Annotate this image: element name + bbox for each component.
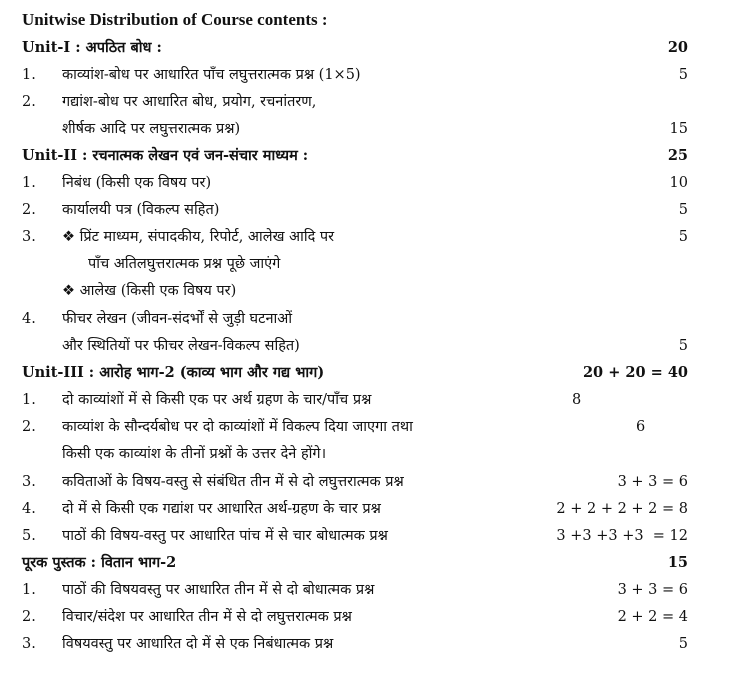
unit-2-item-4-number: 4. — [22, 311, 36, 327]
unit-3-item-1-text: दो काव्यांशों में से किसी एक पर अर्थ ग्रहण के चार/पाँच प्रश्न — [62, 392, 372, 408]
unit-3-item-4-text: दो में से किसी एक गद्यांश पर आधारित अर्थ-ग्रहण के चार प्रश्न — [62, 501, 381, 517]
unit-2-item-1-number: 1. — [22, 175, 36, 191]
unit-2-item-3-sub-bullet: ❖ आलेख (किसी एक विषय पर) — [62, 283, 237, 299]
unit-3-heading: Unit-III : आरोह भाग-2 (काव्य भाग और गद्य भाग) — [22, 364, 325, 381]
unit-2-item-3-marks: 5 — [678, 229, 688, 245]
unit-3-item-3-text: कविताओं के विषय-वस्तु से संबंधित तीन में से दो लघुत्तरात्मक प्रश्न — [62, 474, 404, 490]
unit-3-item-5-text: पाठों की विषय-वस्तु पर आधारित पांच में से चार बोधात्मक प्रश्न — [62, 528, 388, 544]
unit-1-heading: Unit-I : अपठित बोध : — [22, 39, 162, 56]
unit-2-item-2-marks: 5 — [678, 202, 688, 218]
unit-2-heading: Unit-II : रचनात्मक लेखन एवं जन-संचार माध्यम : — [22, 147, 309, 164]
supplementary-item-2-text: विचार/संदेश पर आधारित तीन में से दो लघुत्तरात्मक प्रश्न — [62, 609, 352, 625]
unit-3-item-5-marks: 3 +3 +3 +3 = 12 — [556, 528, 688, 544]
unit-2-item-4-text: फीचर लेखन (जीवन-संदर्भों से जुड़ी घटनाओं — [62, 311, 293, 327]
unit-1-item-2-number: 2. — [22, 94, 36, 110]
unit-2-item-2-number: 2. — [22, 202, 36, 218]
unit-2-marks: 25 — [667, 147, 688, 164]
unit-3-item-1-number: 1. — [22, 392, 36, 408]
unit-3-item-4-number: 4. — [22, 501, 36, 517]
unit-3-item-4-marks: 2 + 2 + 2 + 2 = 8 — [556, 501, 688, 517]
unit-1-marks: 20 — [667, 39, 688, 56]
unit-1-item-2-marks: 15 — [669, 121, 688, 137]
supplementary-item-3-number: 3. — [22, 636, 36, 652]
supplementary-item-3-text: विषयवस्तु पर आधारित दो में से एक निबंधात्मक प्रश्न — [62, 636, 334, 652]
supplementary-item-2-number: 2. — [22, 609, 36, 625]
unit-3-item-1-marks: 8 — [572, 392, 582, 408]
unit-2-item-3-text-cont: पाँच अतिलघुत्तरात्मक प्रश्न पूछे जाएंगे — [88, 256, 281, 272]
supplementary-item-2-marks: 2 + 2 = 4 — [617, 609, 688, 625]
supplementary-item-1-number: 1. — [22, 582, 36, 598]
unit-3-item-2-text: काव्यांश के सौन्दर्यबोध पर दो काव्यांशों में विकल्प दिया जाएगा तथा — [62, 419, 413, 435]
unit-1-item-1-marks: 5 — [678, 67, 688, 83]
unit-2-item-2-text: कार्यालयी पत्र (विकल्प सहित) — [62, 202, 220, 218]
supplementary-heading: पूरक पुस्तक : वितान भाग-2 — [22, 554, 177, 571]
unit-3-item-2-text-cont: किसी एक काव्यांश के तीनों प्रश्नों के उत्तर देने होंगे। — [62, 446, 327, 462]
unit-1-item-1-number: 1. — [22, 67, 36, 83]
unit-2-item-3-number: 3. — [22, 229, 36, 245]
unit-1-item-2-text: गद्यांश-बोध पर आधारित बोध, प्रयोग, रचनांतरण, — [62, 94, 317, 110]
unit-3-marks: 20 + 20 = 40 — [582, 364, 688, 381]
supplementary-marks: 15 — [667, 554, 688, 571]
supplementary-item-1-text: पाठों की विषयवस्तु पर आधारित तीन में से दो बोधात्मक प्रश्न — [62, 582, 375, 598]
unit-3-item-3-marks: 3 + 3 = 6 — [617, 474, 688, 490]
unit-3-item-3-number: 3. — [22, 474, 36, 490]
supplementary-item-1-marks: 3 + 3 = 6 — [617, 582, 688, 598]
unit-3-item-2-marks: 6 — [636, 419, 646, 435]
supplementary-item-3-marks: 5 — [678, 636, 688, 652]
page-title: Unitwise Distribution of Course contents : — [22, 10, 328, 29]
unit-1-item-1-text: काव्यांश-बोध पर आधारित पाँच लघुत्तरात्मक प्रश्न (1×5) — [62, 67, 361, 83]
unit-2-item-4-marks: 5 — [678, 338, 688, 354]
unit-3-item-5-number: 5. — [22, 528, 36, 544]
unit-2-item-4-text-cont: और स्थितियों पर फीचर लेखन-विकल्प सहित) — [62, 338, 300, 354]
unit-2-item-1-text: निबंध (किसी एक विषय पर) — [62, 175, 212, 191]
unit-3-item-2-number: 2. — [22, 419, 36, 435]
unit-2-item-1-marks: 10 — [669, 175, 688, 191]
unit-2-item-3-text: ❖ प्रिंट माध्यम, संपादकीय, रिपोर्ट, आलेख आदि पर — [62, 229, 335, 245]
unit-1-item-2-text-cont: शीर्षक आदि पर लघुत्तरात्मक प्रश्न) — [62, 121, 241, 137]
